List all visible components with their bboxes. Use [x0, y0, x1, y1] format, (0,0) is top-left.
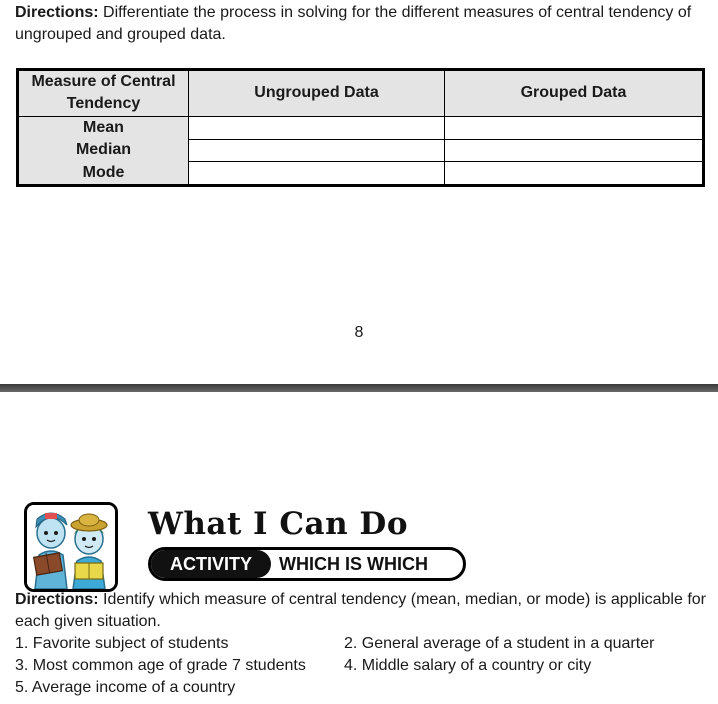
- table-row: [18, 116, 704, 139]
- table-header-ungrouped: Ungrouped Data: [189, 70, 445, 117]
- activity-tag: ACTIVITY: [151, 550, 271, 578]
- activity-banner: [148, 547, 466, 581]
- mean-ungrouped-cell: [189, 116, 445, 139]
- page-number: 8: [354, 324, 364, 341]
- list-item: 1. Favorite subject of students: [15, 635, 229, 652]
- table-header-row: [18, 70, 704, 117]
- mean-grouped-cell: [445, 116, 704, 139]
- activity-directions-text: Identify which measure of central tendency (mean, median, or mode) is applicable for each given situation.: [15, 591, 706, 630]
- list-item: 2. General average of a student in a quarter: [344, 635, 655, 652]
- activity-name: WHICH IS WHICH: [279, 553, 428, 574]
- page1-directions-text: Differentiate the process in solving for the different measures of central tendency of ungrouped and grouped data.: [15, 4, 692, 43]
- list-item: 5. Average income of a country: [15, 679, 236, 696]
- median-grouped-cell: [445, 139, 704, 161]
- table-row: [18, 139, 704, 161]
- page1-directions-label: Directions:: [15, 4, 99, 21]
- students-reading-icon: [24, 502, 118, 592]
- list-item: 3. Most common age of grade 7 students: [15, 657, 306, 674]
- table-header-grouped: Grouped Data: [445, 70, 704, 117]
- median-ungrouped-cell: [189, 139, 445, 161]
- row-label-median: Median: [18, 139, 189, 161]
- page-divider: [0, 384, 718, 392]
- row-label-mean: Mean: [18, 116, 189, 139]
- table-header-measure: Measure of Central Tendency: [18, 70, 189, 117]
- activity-directions-label: Directions:: [15, 591, 99, 608]
- mode-grouped-cell: [445, 162, 704, 186]
- section-title: What I Can Do: [148, 506, 408, 542]
- central-tendency-table: [16, 68, 705, 187]
- mode-ungrouped-cell: [189, 162, 445, 186]
- list-item: 4. Middle salary of a country or city: [344, 657, 592, 674]
- activity-directions: [15, 589, 715, 633]
- table-row: [18, 162, 704, 186]
- page1-directions: [15, 2, 715, 46]
- row-label-mode: Mode: [18, 162, 189, 186]
